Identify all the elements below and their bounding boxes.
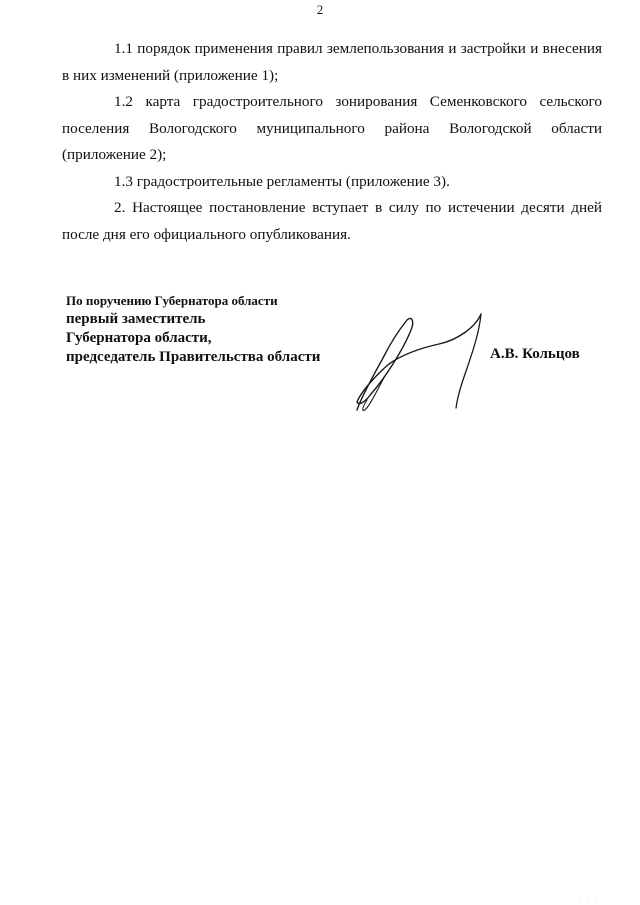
paragraph-1-2: 1.2 карта градостроительного зонирования Семенковского сельского поселения Вологодского муниципального района Вологодской области (приложение 2); [62, 93, 602, 163]
scan-marks: · · · [578, 894, 600, 903]
signature-stroke-tail [456, 314, 481, 408]
paragraph-2: 2. Настоящее постановление вступает в силу по истечении десяти дней после дня его официального опубликования. [62, 199, 602, 243]
signatory-title-line-2: Губернатора области, [66, 330, 212, 346]
on-behalf-label: По поручению Губернатора области [66, 293, 278, 308]
document-body [62, 36, 602, 248]
paragraph-1-1: 1.1 порядок применения правил землепользования и застройки и внесения в них изменений (приложение 1); [62, 40, 602, 84]
signatory-title-line-1: первый заместитель [66, 311, 206, 327]
paragraph-1-3: 1.3 градостроительные регламенты (приложение 3). [114, 172, 450, 190]
signature-stroke-loop [363, 376, 385, 410]
signature-stroke-main [357, 314, 481, 410]
handwritten-signature [345, 306, 495, 416]
page-number: 2 [316, 2, 324, 17]
signatory-title-line-3: председатель Правительства области [66, 349, 321, 365]
signatory-title [66, 310, 320, 367]
signatory-name: А.В. Кольцов [490, 346, 580, 362]
